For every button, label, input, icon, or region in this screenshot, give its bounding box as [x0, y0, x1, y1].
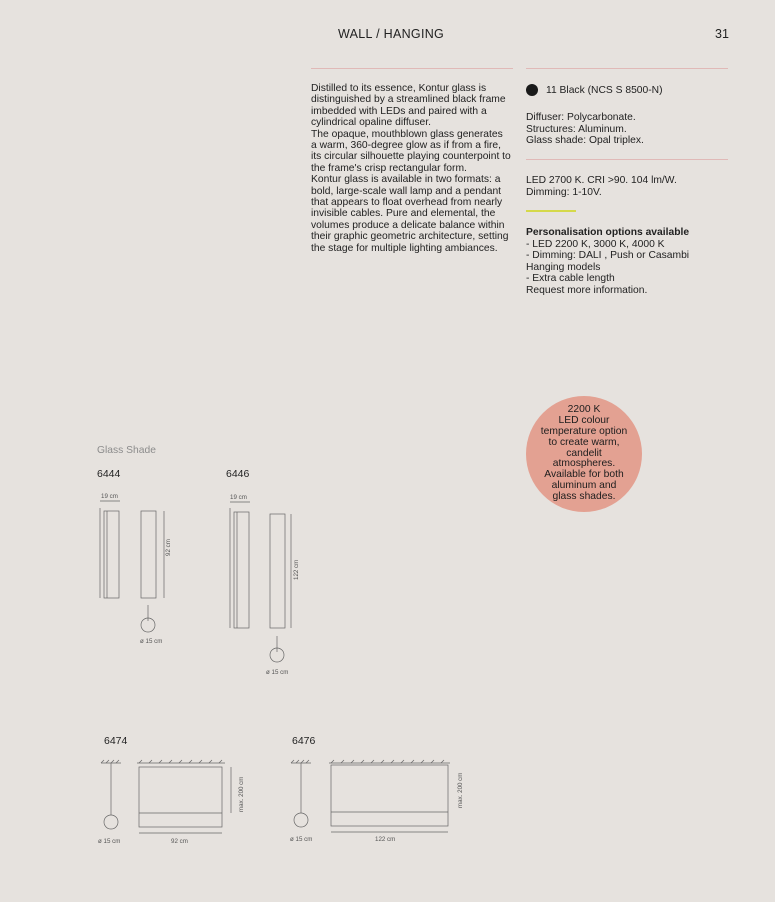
- callout-line: to create warm,: [548, 436, 620, 448]
- spec-line: Glass shade: Opal triplex.: [526, 135, 644, 147]
- divider-right-top: [526, 68, 728, 69]
- led-2200k-callout: [526, 396, 642, 512]
- diffuser-circle: [104, 815, 118, 829]
- personalisation-item: - Extra cable length: [526, 273, 615, 285]
- side-view-frame: [104, 511, 119, 598]
- pendant-frame: [331, 765, 448, 826]
- technical-drawing-6446: [220, 488, 320, 678]
- description-paragraph: Kontur glass is available in two formats: a bold, large-scale wall lamp and a pendant that appears to float overhead from nearly invisible cables. Pure and elemental, the volumes produce a delicate balance within their graphic geometric architecture, setting the stage for multiple lighting ambiances.: [311, 174, 509, 254]
- personalisation-heading: Personalisation options available: [526, 227, 690, 238]
- divider-right-mid: [526, 159, 728, 160]
- technical-drawing-6476: [285, 755, 475, 840]
- callout-line: aluminum and: [551, 479, 617, 491]
- product-description: [311, 83, 511, 254]
- finish-label: 11 Black (NCS S 8500-N): [546, 85, 663, 96]
- dimension-depth-6446: 19 cm: [230, 494, 247, 501]
- dimension-height-6444: 92 cm: [165, 539, 172, 556]
- dimension-diameter-6444: ø 15 cm: [140, 638, 163, 645]
- personalisation-item: - LED 2200 K, 3000 K, 4000 K: [526, 238, 665, 250]
- led-specs: [526, 175, 677, 198]
- accent-bar: [526, 210, 576, 212]
- finish-swatch-icon: [526, 84, 538, 96]
- personalisation-item: - Dimming: DALI , Push or Casambi: [526, 250, 690, 262]
- dimension-drop-6476: max. 200 cm: [457, 772, 464, 808]
- callout-line: temperature option: [540, 426, 628, 437]
- dimension-depth-6444: 19 cm: [101, 493, 118, 500]
- dimension-drop-6474: max. 200 cm: [238, 776, 245, 812]
- model-code-6474: 6474: [104, 735, 128, 747]
- front-view-frame: [270, 514, 285, 628]
- dimension-height-6446: 122 cm: [293, 559, 300, 580]
- model-code-6476: 6476: [292, 735, 316, 747]
- callout-line: Available for both: [544, 469, 624, 481]
- callout-line: LED colour: [558, 415, 610, 427]
- pendant-frame: [139, 767, 222, 827]
- page-number: 31: [715, 27, 729, 41]
- spec-line: Structures: Aluminum.: [526, 123, 627, 135]
- dimension-width-6474: 92 cm: [171, 838, 188, 845]
- spec-line: Diffuser: Polycarbonate.: [526, 112, 636, 123]
- dimension-diameter-6446: ø 15 cm: [266, 669, 289, 676]
- front-view-frame: [141, 511, 156, 598]
- material-specs: [526, 112, 644, 147]
- model-code-6446: 6446: [226, 468, 250, 480]
- side-view-frame: [234, 512, 249, 628]
- page-header-title: WALL / HANGING: [338, 27, 445, 41]
- description-paragraph: Distilled to its essence, Kontur glass is distinguished by a streamlined black frame imbedded with LEDs and paired with a cylindrical opaline diffuser.: [311, 83, 506, 129]
- divider-left: [311, 68, 513, 69]
- model-code-6444: 6444: [97, 468, 121, 480]
- callout-line: glass shades.: [552, 490, 616, 502]
- personalisation-item: Hanging models: [526, 261, 601, 273]
- callout-line: candelit atmospheres.: [552, 447, 616, 470]
- led-line: Dimming: 1-10V.: [526, 186, 602, 198]
- dimension-diameter-6476: ø 15 cm: [290, 836, 313, 843]
- description-paragraph: The opaque, mouthblown glass generates a warm, 360-degree glow as if from a fire, its circular silhouette playing counterpoint to the frame's crisp rectangular form.: [311, 128, 511, 174]
- section-label-glass-shade: Glass Shade: [97, 445, 156, 456]
- personalisation-options: [526, 227, 689, 297]
- technical-drawing-6444: [90, 488, 190, 653]
- led-line: LED 2700 K. CRI >90. 104 lm/W.: [526, 175, 677, 186]
- dimension-width-6476: 122 cm: [375, 836, 396, 843]
- personalisation-item: Request more information.: [526, 284, 648, 296]
- technical-drawing-6474: [95, 755, 255, 840]
- diffuser-circle: [294, 813, 308, 827]
- dimension-diameter-6474: ø 15 cm: [98, 838, 121, 845]
- callout-line: 2200 K: [567, 404, 601, 416]
